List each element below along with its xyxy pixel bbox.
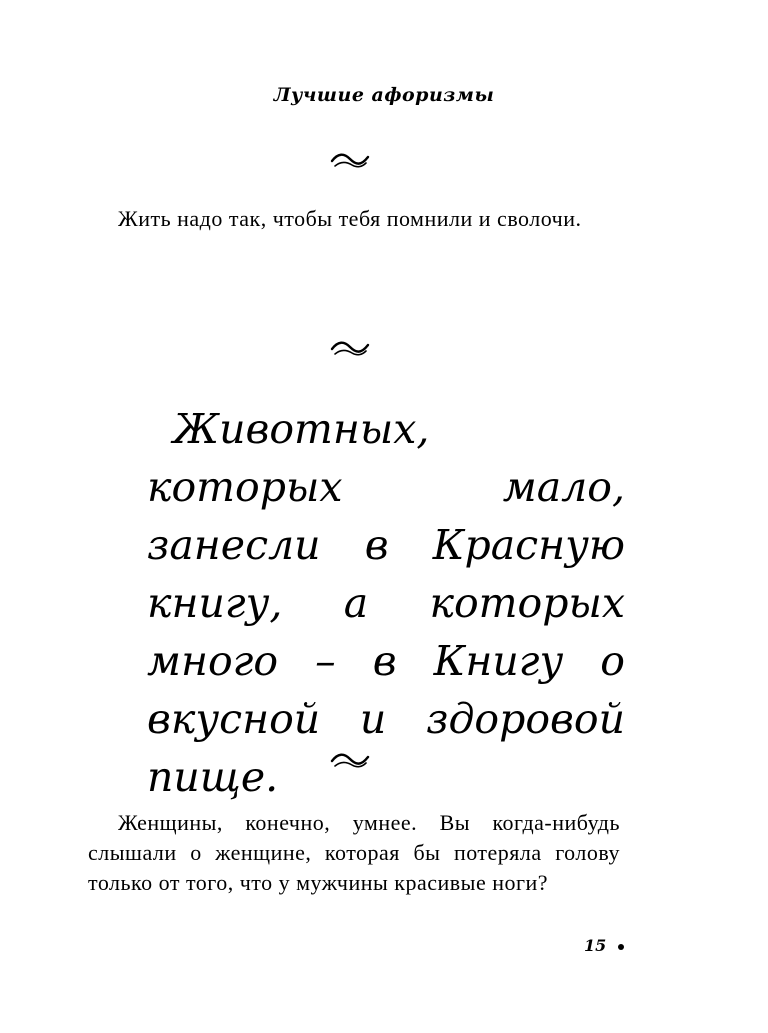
- tilde-ornament-icon: [329, 338, 371, 358]
- page-footer: [584, 936, 624, 955]
- tilde-ornament-icon: [329, 750, 371, 770]
- tilde-ornament-icon: [329, 150, 371, 170]
- bullet-dot-icon: [618, 944, 624, 950]
- running-title: Лучшие афоризмы: [273, 84, 495, 106]
- aphorism-3: Женщины, конечно, умнее. Вы когда-нибудь слышали о женщине, которая бы потеряла голову только от того, что у мужчины красивые ноги?: [88, 810, 620, 895]
- page-number: 15: [584, 936, 607, 955]
- aphorism-1: Жить надо так, чтобы тебя помнили и сволочи.: [118, 206, 582, 231]
- aphorism-2-featured: Животных, которых мало, занесли в Красную книгу, а которых много – в Книгу о вкусной и здоровой пище.: [147, 405, 625, 801]
